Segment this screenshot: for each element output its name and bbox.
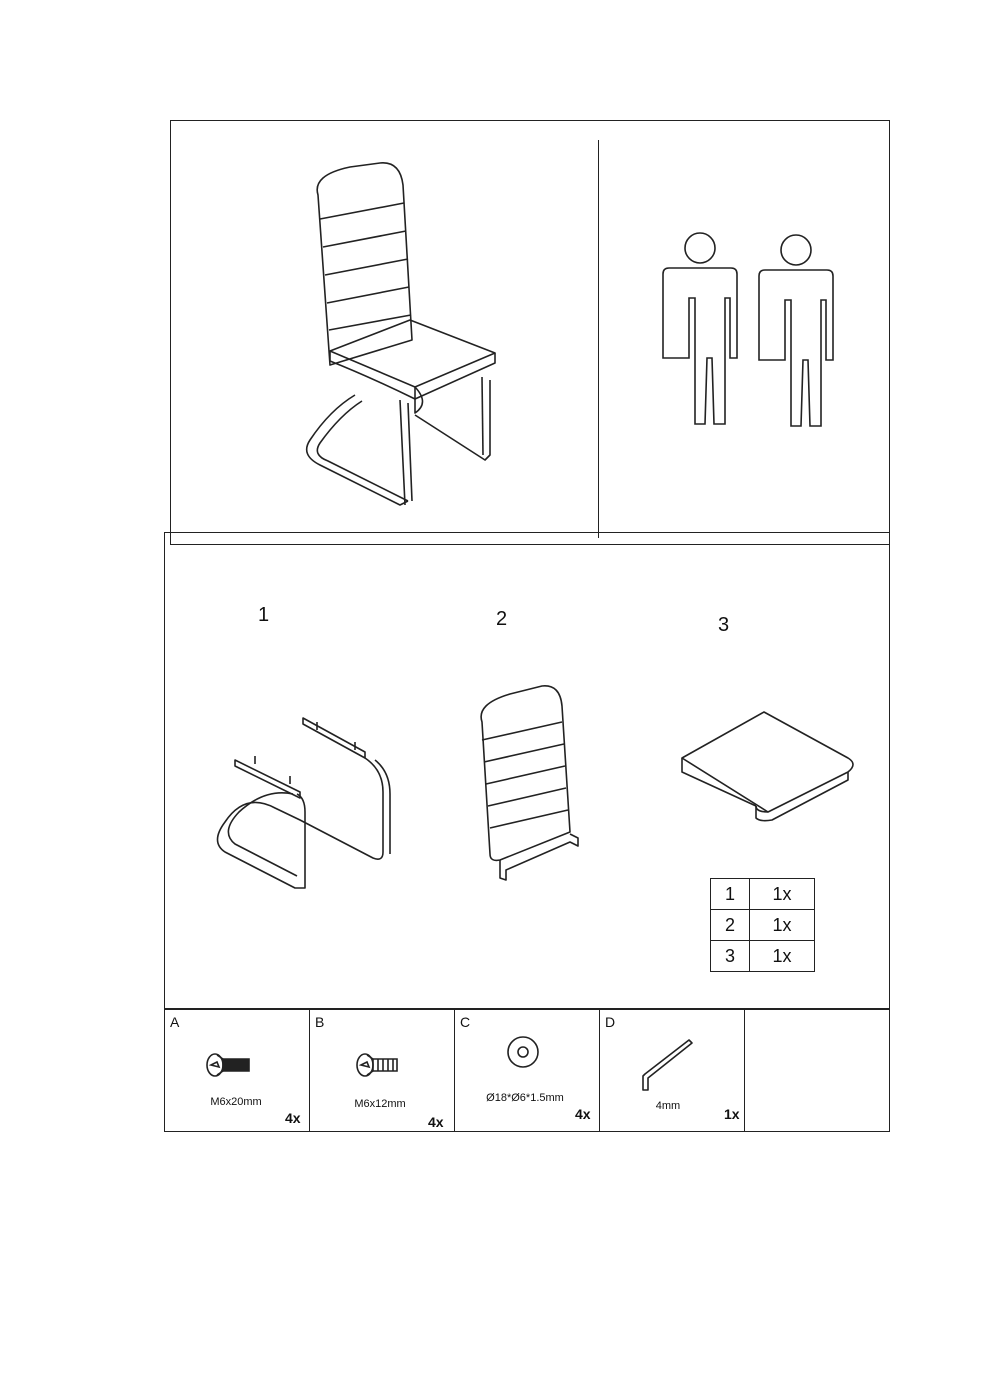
part-qty-cell: 1x (750, 941, 815, 972)
hardware-letter-c: C (460, 1014, 471, 1030)
part-number-cell: 3 (711, 941, 750, 972)
hardware-strip (164, 1008, 890, 1132)
part-qty-cell: 1x (750, 879, 815, 910)
hardware-spec-b: M6x12mm (354, 1098, 406, 1110)
hardware-qty-a: 4x (285, 1110, 301, 1126)
step-number-2: 2 (496, 608, 508, 630)
part-number-cell: 1 (711, 879, 750, 910)
chair-seat-cushion (672, 700, 862, 830)
table-row (711, 910, 815, 941)
hardware-divider (309, 1008, 310, 1132)
part-number-cell: 2 (711, 910, 750, 941)
hardware-qty-c: 4x (575, 1106, 591, 1122)
chair-overview (290, 155, 520, 525)
step-number-1: 1 (258, 604, 270, 626)
table-row (711, 941, 815, 972)
hardware-divider (599, 1008, 600, 1132)
washer-icon (505, 1034, 541, 1070)
part-qty-cell: 1x (750, 910, 815, 941)
hardware-qty-d: 1x (724, 1106, 740, 1122)
hardware-letter-a: A (170, 1014, 180, 1030)
overview-divider (598, 140, 599, 538)
two-person-icon (655, 228, 835, 438)
hardware-spec-a: M6x20mm (210, 1096, 262, 1108)
hardware-spec-c: Ø18*Ø6*1.5mm (486, 1092, 564, 1104)
table-row (711, 879, 815, 910)
hardware-qty-b: 4x (428, 1114, 444, 1130)
hardware-letter-b: B (315, 1014, 325, 1030)
chair-base-frame (205, 712, 395, 897)
hardware-spec-d: 4mm (655, 1100, 681, 1112)
hardware-divider (744, 1008, 745, 1132)
bolt-icon (205, 1050, 255, 1080)
hardware-letter-d: D (605, 1014, 616, 1030)
bolt-icon (355, 1050, 405, 1080)
parts-quantity-table (710, 878, 815, 972)
step-number-3: 3 (718, 614, 730, 636)
allen-key-icon (635, 1034, 695, 1094)
hardware-divider (454, 1008, 455, 1132)
chair-backrest (470, 682, 590, 887)
